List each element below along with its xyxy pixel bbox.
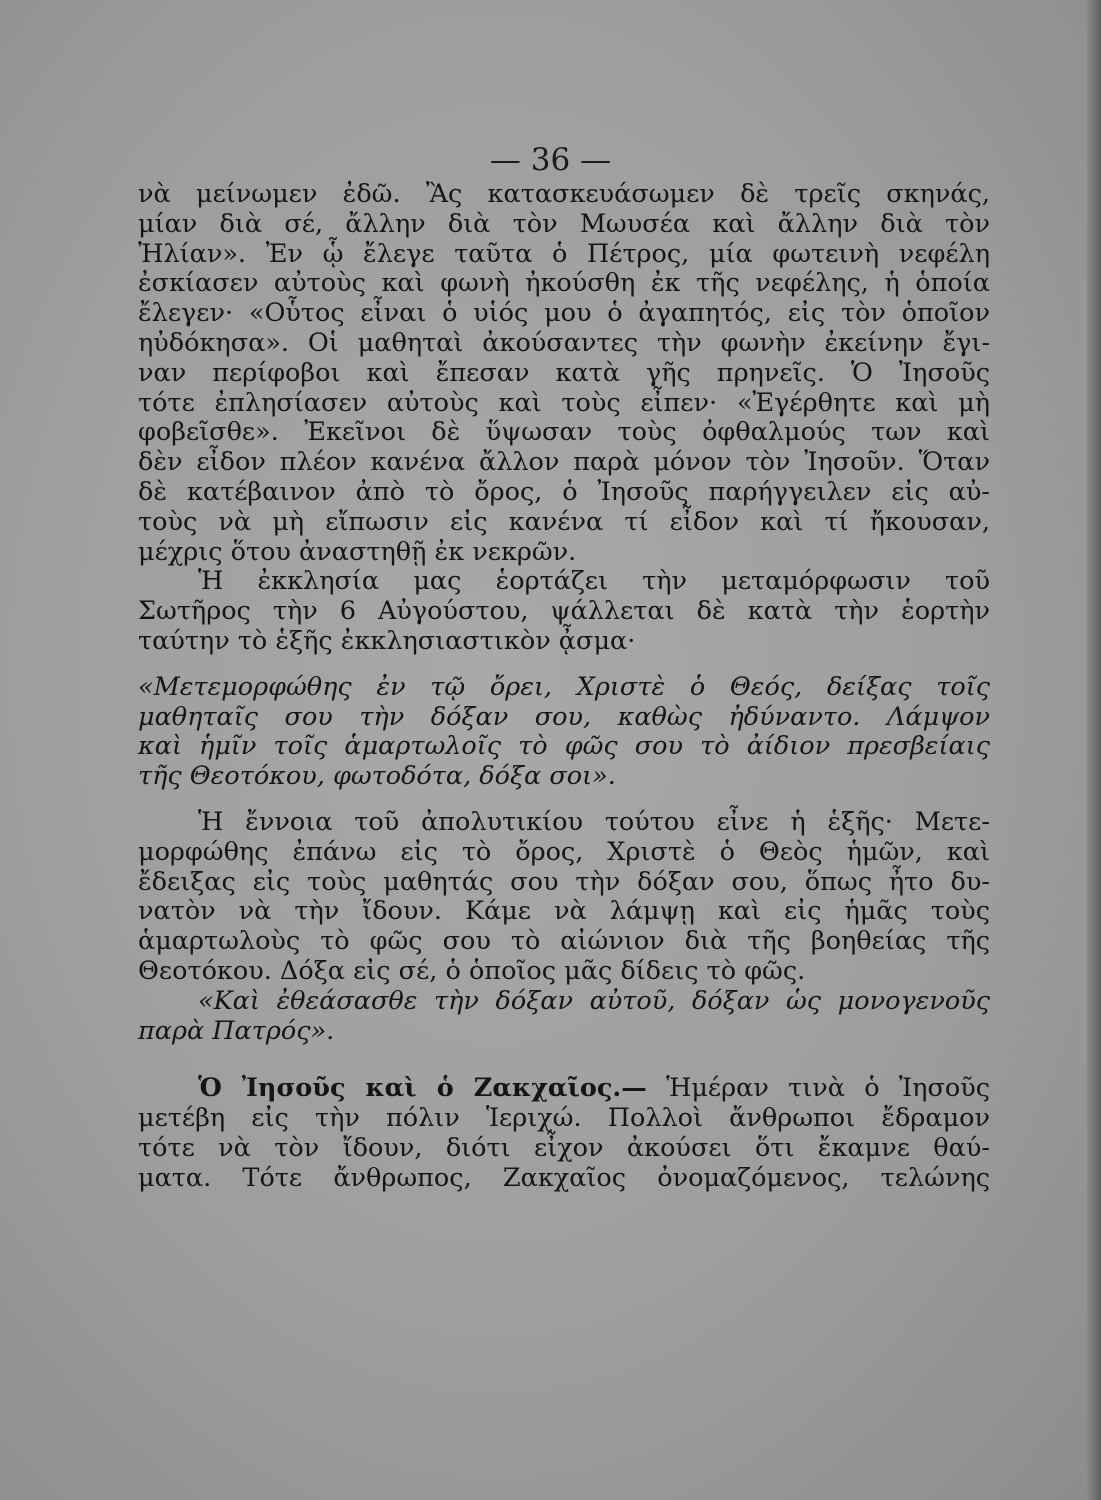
text-line: καὶ ἡμῖν τοῖς ἁμαρτωλοῖς τὸ φῶς σου τὸ ἀίδιον πρεσβείαις <box>138 731 990 762</box>
page-number: — 36 — <box>489 142 612 178</box>
text-line: ἔδειξας εἰς τοὺς μαθητάς σου τὴν δόξαν σου, ὅπως ἦτο δυ- <box>138 866 990 897</box>
section-heading: Ὁ Ἰησοῦς καὶ ὁ Ζακχαῖος.— <box>198 1073 647 1104</box>
text-line: ηὐδόκησα». Οἱ μαθηταὶ ἀκούσαντες τὴν φωνὴν ἐκείνην ἔγι- <box>138 327 990 358</box>
text-line: μετέβη εἰς τὴν πόλιν Ἱεριχώ. Πολλοὶ ἄνθρωποι ἔδραμον <box>138 1103 990 1134</box>
section-first-line <box>138 1074 990 1104</box>
text-line: ἔλεγεν· «Οὗτος εἶναι ὁ υἱός μου ὁ ἀγαπητός, εἰς τὸν ὁποῖον <box>138 298 990 329</box>
spacer <box>138 657 990 673</box>
text-line: «Μετεμορφώθης ἐν τῷ ὄρει, Χριστὲ ὁ Θεός, δείξας τοῖς <box>138 671 990 702</box>
spacer <box>138 792 990 808</box>
paragraph-feast-intro <box>138 567 990 597</box>
text-line: «Καὶ ἐθεάσασθε τὴν δόξαν αὐτοῦ, δόξαν ὡς μονογενοῦς <box>198 985 990 1016</box>
paragraph-feast-intro-cont <box>138 597 990 657</box>
text-line: μορφώθης ἐπάνω εἰς τὸ ὄρος, Χριστὲ ὁ Θεὸς ἡμῶν, καὶ <box>138 836 990 867</box>
paragraph-transfiguration-narrative <box>138 180 990 567</box>
text-line: Σωτῆρος τὴν 6 Αὐγούστου, ψάλλεται δὲ κατὰ τὴν ἑορτὴν <box>138 596 990 627</box>
text-line: νὰ μείνωμεν ἐδῶ. Ἂς κατασκευάσωμεν δὲ τρεῖς σκηνάς, <box>138 179 990 209</box>
text-line: Ἡ ἐκκλησία μας ἑορτάζει τὴν μεταμόρφωσιν τοῦ <box>198 566 990 597</box>
page-edge <box>1087 0 1101 1500</box>
text-line: μέχρις ὅτου ἀναστηθῇ ἐκ νεκρῶν. <box>138 536 577 567</box>
text-line: φοβεῖσθε». Ἐκεῖνοι δὲ ὕψωσαν τοὺς ὀφθαλμούς των καὶ <box>138 417 990 448</box>
text-line: ναν περίφοβοι καὶ ἔπεσαν κατὰ γῆς πρηνεῖς. Ὁ Ἰησοῦς <box>138 357 990 388</box>
text-line: παρὰ Πατρός». <box>138 1015 335 1046</box>
text-line: μίαν διὰ σέ, ἄλλην διὰ τὸν Μωυσέα καὶ ἄλλην διὰ τὸν <box>138 208 990 239</box>
text-line: μαθηταῖς σου τὴν δόξαν σου, καθὼς ἠδύναντο. Λάμψον <box>138 701 990 732</box>
text-line: τότε ἐπλησίασεν αὐτοὺς καὶ τοὺς εἶπεν· «Ἐγέρθητε καὶ μὴ <box>138 387 990 418</box>
paragraph-hymn-meaning <box>138 808 990 987</box>
hymn-quote <box>138 673 990 792</box>
text-line: Ἠλίαν». Ἐν ᾧ ἔλεγε ταῦτα ὁ Πέτρος, μία φωτεινὴ νεφέλη <box>138 238 990 269</box>
text-line: δὲ κατέβαινον ἀπὸ τὸ ὄρος, ὁ Ἰησοῦς παρήγγειλεν εἰς αὐ- <box>138 476 990 507</box>
text-line: ταύτην τὸ ἑξῆς ἐκκλησιαστικὸν ᾆσμα· <box>138 625 636 656</box>
text-fragment: Ἡμέραν τινὰ ὁ Ἰησοῦς <box>666 1073 991 1104</box>
text-line: δὲν εἶδον πλέον κανένα ἄλλον παρὰ μόνον τὸν Ἰησοῦν. Ὅταν <box>138 447 990 478</box>
text-line: νατὸν νὰ τὴν ἴδουν. Κάμε νὰ λάμψῃ καὶ εἰς ἡμᾶς τοὺς <box>138 896 990 927</box>
text-line: τῆς Θεοτόκου, φωτοδότα, δόξα σοι». <box>138 761 616 792</box>
scripture-quote <box>138 987 990 1047</box>
section-zacchaeus <box>138 1074 990 1193</box>
text-line: ματα. Τότε ἄνθρωπος, Ζακχαῖος ὀνομαζόμενος, τελώνης <box>138 1162 990 1193</box>
text-line: ἁμαρτωλοὺς τὸ φῶς σου τὸ αἰώνιον διὰ τῆς βοηθείας τῆς <box>138 926 990 957</box>
text-line: Θεοτόκου. Δόξα εἰς σέ, ὁ ὁποῖος μᾶς δίδεις τὸ φῶς. <box>138 955 806 986</box>
text-line: τοὺς νὰ μὴ εἴπωσιν εἰς κανένα τί εἶδον καὶ τί ἤκουσαν, <box>138 506 990 537</box>
spacer <box>138 1046 990 1074</box>
text-line: Ἡ ἔννοια τοῦ ἀπολυτικίου τούτου εἶνε ἡ ἑξῆς· Μετε- <box>198 806 990 837</box>
page-body <box>138 180 990 1194</box>
text-line: ἐσκίασεν αὐτοὺς καὶ φωνὴ ἠκούσθη ἐκ τῆς νεφέλης, ἡ ὁποία <box>138 268 990 299</box>
text-line: τότε νὰ τὸν ἴδουν, διότι εἶχον ἀκούσει ὅτι ἔκαμνε θαύ- <box>138 1132 990 1163</box>
